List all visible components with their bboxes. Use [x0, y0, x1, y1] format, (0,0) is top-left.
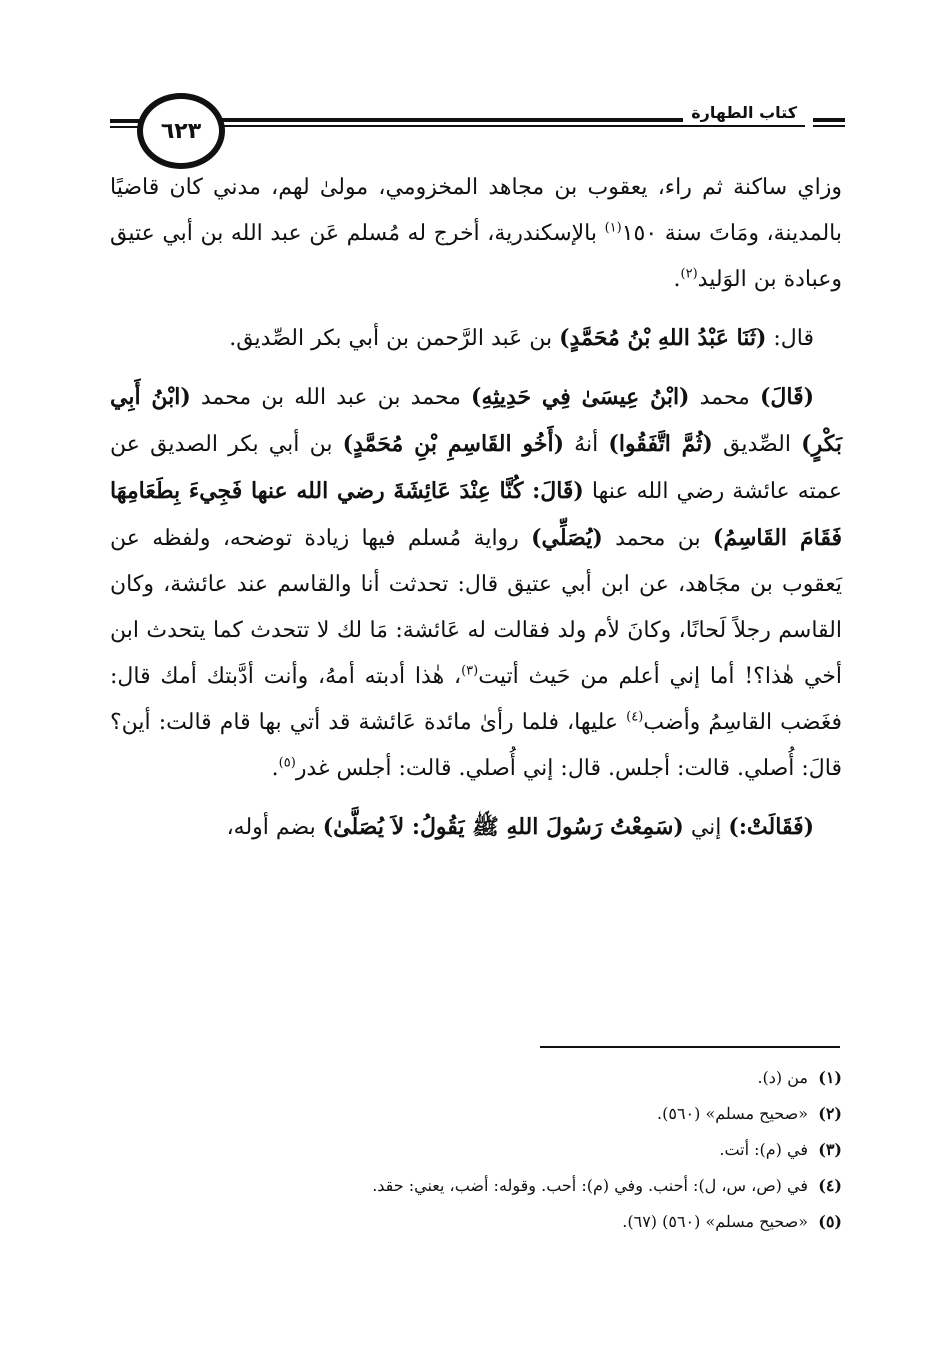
matn-quote: (سَمِعْتُ رَسُولَ اللهِ ﷺ يَقُولُ: لاَ يُصَلَّىٰ) [322, 814, 684, 840]
text-run: عليها، فلما رأىٰ مائدة عَائشة قد أتي بها قام قالت: أين؟ قالَ: أُصلي. قالت: أجلس. قال: إني أُصلي. قالت: أجلس غدر [110, 710, 842, 781]
footnote-number: (٥) [818, 1212, 842, 1231]
text-run: محمد بن عبد الله بن محمد [190, 385, 472, 410]
book-title: كتاب الطهارة [683, 103, 805, 122]
footnotes [110, 1060, 842, 1240]
paragraph-4 [110, 804, 842, 851]
footnote-number: (١) [818, 1068, 842, 1087]
text-run: بضم أوله، [226, 815, 323, 840]
footnote-ref-1[interactable]: (١) [604, 220, 622, 236]
footnote-number: (٣) [818, 1140, 842, 1159]
footnote-2 [110, 1096, 842, 1132]
footnote-1 [110, 1060, 842, 1096]
footnote-text: «صحيح مسلم» (٥٦٠). [657, 1104, 808, 1123]
footnote-text: في (ص، س، ل): أحنب. وفي (م): أحب. وقوله: أضب، يعني: حقد. [372, 1176, 808, 1195]
page-header [95, 85, 845, 175]
matn-quote: (يُصَلِّي) [531, 525, 603, 551]
paragraph-2 [110, 315, 842, 362]
matn-quote: (قَالَ) [759, 384, 814, 410]
page-number: ٦٢٣ [137, 93, 225, 169]
footnote-4 [110, 1168, 842, 1204]
footnote-text: «صحيح مسلم» (٥٦٠) (٦٧). [622, 1212, 808, 1231]
footnote-ref-3[interactable]: (٣) [461, 663, 479, 679]
matn-quote: (ابْنُ عِيسَىٰ فِي حَدِيثِهِ) [471, 384, 690, 410]
paragraph-3 [110, 374, 842, 792]
footnote-number: (٢) [818, 1104, 842, 1123]
footnote-text: من (د). [757, 1068, 808, 1087]
matn-quote: (ثُمَّ اتَّفَقُوا) [608, 431, 713, 457]
footnote-ref-4[interactable]: (٤) [626, 709, 644, 725]
text-run: ، هٰذا أدبته أمهُ، وأنت أدَّبتك أمك قال: فغَضب القاسِمُ وأضب [110, 664, 842, 735]
text-run: قال: [766, 326, 814, 351]
text-run: بن عَبد الرَّحمن بن أبي بكر الصِّديق. [229, 326, 560, 351]
footnote-ref-2[interactable]: (٢) [680, 266, 698, 282]
text-run: أنهُ [563, 432, 609, 457]
text-run: . [271, 756, 279, 781]
header-rule-right-thin [813, 125, 845, 127]
header-rule-thin [185, 125, 805, 127]
text-run: بن محمد [602, 526, 713, 551]
text-run: بن أبي بكر الصديق عن عمته عائشة رضي الله عنها [110, 432, 843, 504]
footnote-separator [540, 1046, 840, 1048]
text-run: رواية مُسلم فيها زيادة توضحه، ولفظه عن يَعقوب بن مجَاهد، عن ابن أبي عتيق قال: تحدثت أنا والقاسم عند عائشة، وكان القاسم رجلاً لَحانًا، وكانَ لأم ولد فقالت له عَائشة: مَا لك لا تتحدث كما يتحدث ابن أخي هٰذا؟! أما إني أعلم من حَيث أتيت [110, 526, 842, 689]
footnote-text: في (م): أتت. [719, 1140, 808, 1159]
matn-quote: (ثَنَا عَبْدُ اللهِ بْنُ مُحَمَّدٍ) [559, 325, 767, 351]
text-run: إني [683, 815, 729, 840]
footnote-number: (٤) [818, 1176, 842, 1195]
footnote-ref-5[interactable]: (٥) [278, 755, 296, 771]
footnote-3 [110, 1132, 842, 1168]
matn-quote: (أَخُو القَاسِمِ بْنِ مُحَمَّدٍ) [342, 431, 564, 457]
footnote-5 [110, 1204, 842, 1240]
text-run: الصِّديق [712, 432, 802, 457]
text-run: محمد [689, 385, 760, 410]
matn-quote: (ابْنُ أَبِي بَكْرٍ) [110, 384, 842, 457]
header-rule-right [813, 118, 845, 122]
matn-quote: (فَقَالَتْ:) [728, 814, 814, 840]
text-run: . [673, 267, 681, 292]
main-text [110, 165, 842, 863]
paragraph-1 [110, 165, 842, 303]
text-run: وزاي ساكنة ثم راء، يعقوب بن مجاهد المخزومي، مولىٰ لهم، مدني كان قاضيًا بالمدينة، ومَاتَ سنة ١٥٠ [110, 175, 842, 246]
text-run: بالإسكندرية، أخرج له مُسلم عَن عبد الله بن أبي عتيق وعبادة بن الوَليد [110, 221, 842, 292]
matn-quote: (قَالَ: كُنَّا عِنْدَ عَائِشَةَ رضي الله عنها فَجِيءَ بِطَعَامِهَا فَقَامَ القَاسِمُ) [110, 478, 843, 551]
